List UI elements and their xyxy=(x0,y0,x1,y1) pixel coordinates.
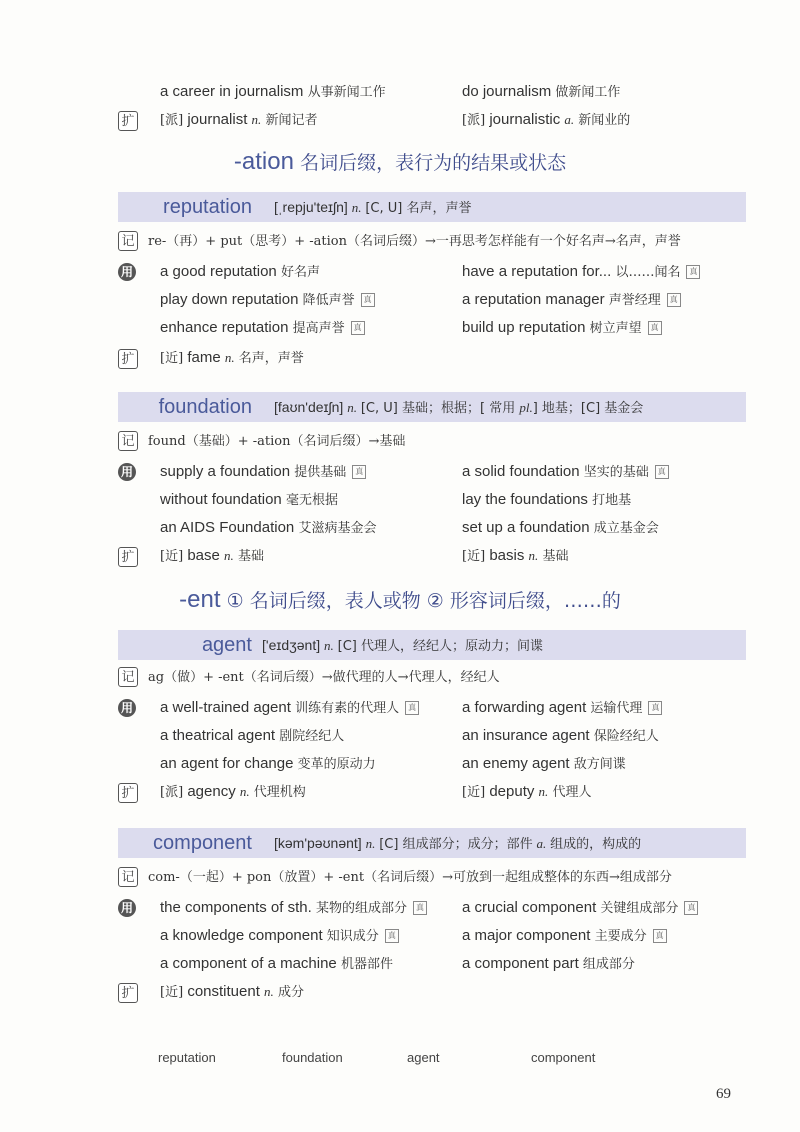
use-row: an AIDS Foundation 艾滋病基金会 set up a foundation 成立基金会 xyxy=(160,519,659,536)
memo-icon: 记 xyxy=(118,231,138,251)
memo-row: 记 found（基础）+ -ation（名词后缀）→基础 xyxy=(118,428,758,452)
definition: [ˌrepju'teɪʃn] n. [C, U] 名声，声誉 xyxy=(274,199,472,216)
use-row: 用 supply a foundation 提供基础 真 a solid foundation 坚实的基础 真 xyxy=(118,460,758,484)
extension-icon: 扩 xyxy=(118,111,138,131)
memo-icon: 记 xyxy=(118,867,138,887)
use-row: without foundation 毫无根据 lay the foundations 打地基 xyxy=(160,491,632,508)
use-right: do journalism 做新闻工作 xyxy=(462,83,621,100)
exam-badge-icon: 真 xyxy=(405,701,419,715)
memo-row: 记 com-（一起）+ pon（放置）+ -ent（名词后缀）→可放到一起组成整体的东西→组成部分 xyxy=(118,864,758,888)
use-row: a component of a machine 机器部件 a component part 组成部分 xyxy=(160,955,635,972)
extension-row: 扩 [派] journalist n. 新闻记者 [派] journalistic a. 新闻业的 xyxy=(118,108,758,132)
definition: [kəm'pəʊnənt] n. [C] 组成部分；成分；部件 a. 组成的，构成的 xyxy=(274,835,642,852)
exam-badge-icon: 真 xyxy=(351,321,365,335)
headword: component xyxy=(153,832,252,854)
use-row: a knowledge component 知识成分 真 a major component 主要成分 真 xyxy=(118,924,758,948)
headword: agent xyxy=(201,634,252,656)
definition: ['eɪdʒənt] n. [C] 代理人，经纪人；原动力；间谍 xyxy=(262,637,543,654)
word-header-foundation xyxy=(118,392,746,422)
extension-icon: 扩 xyxy=(118,783,138,803)
memo-icon: 记 xyxy=(118,431,138,451)
section-title-ation: -ation 名词后缀，表行为的结果或状态 xyxy=(233,148,567,175)
use-row: 用 a well-trained agent 训练有素的代理人 真 a forwarding agent 运输代理 真 xyxy=(118,696,758,720)
use-row: enhance reputation 提高声誉 真 build up reputation 树立声望 真 xyxy=(118,316,758,340)
word-header-reputation xyxy=(118,192,746,222)
use-row: an agent for change 变革的原动力 an enemy agent 敌方间谍 xyxy=(160,755,626,772)
usage-icon: 用 xyxy=(118,899,136,917)
exam-badge-icon: 真 xyxy=(655,465,669,479)
use-row: a theatrical agent 剧院经纪人 an insurance agent 保险经纪人 xyxy=(160,727,659,744)
exam-badge-icon: 真 xyxy=(352,465,366,479)
exam-badge-icon: 真 xyxy=(686,265,700,279)
exam-badge-icon: 真 xyxy=(648,321,662,335)
word-header-component xyxy=(118,828,746,858)
use-row: play down reputation 降低声誉 真 a reputation manager 声誉经理 真 xyxy=(118,288,758,312)
use-row: 用 a good reputation 好名声 have a reputation for... 以……闻名 真 xyxy=(118,260,758,284)
footer-word: reputation xyxy=(158,1050,216,1065)
exam-badge-icon: 真 xyxy=(361,293,375,307)
page-number: 69 xyxy=(716,1086,731,1102)
headword: reputation xyxy=(163,196,252,218)
usage-icon: 用 xyxy=(118,263,136,281)
headword: foundation xyxy=(158,396,252,418)
extension-row: 扩 [派] agency n. 代理机构 [近] deputy n. 代理人 xyxy=(118,780,758,804)
exam-badge-icon: 真 xyxy=(385,929,399,943)
exam-badge-icon: 真 xyxy=(667,293,681,307)
extension-row: 扩 [近] base n. 基础 [近] basis n. 基础 xyxy=(118,544,758,568)
section-title-ent: -ent ① 名词后缀，表人或物 ② 形容词后缀，……的 xyxy=(179,586,621,613)
footer-word: foundation xyxy=(282,1050,343,1065)
exam-badge-icon: 真 xyxy=(653,929,667,943)
word-header-agent xyxy=(118,630,746,660)
memo-row: 记 ag（做）+ -ent（名词后缀）→做代理的人→代理人，经纪人 xyxy=(118,664,758,688)
exam-badge-icon: 真 xyxy=(648,701,662,715)
extension-row: 扩 [近] constituent n. 成分 xyxy=(118,980,758,1004)
exam-badge-icon: 真 xyxy=(413,901,427,915)
use-left: a career in journalism 从事新闻工作 xyxy=(160,83,386,100)
usage-icon: 用 xyxy=(118,463,136,481)
use-row xyxy=(118,80,758,104)
extension-icon: 扩 xyxy=(118,547,138,567)
usage-icon: 用 xyxy=(118,699,136,717)
definition: [faʊn'deɪʃn] n. [C, U] 基础；根据；[ 常用 pl.] 地基；[C] 基金会 xyxy=(274,399,644,416)
footer-word: agent xyxy=(407,1050,440,1065)
memo-row xyxy=(118,228,758,252)
memo-text: re-（再）+ put（思考）+ -ation（名词后缀）→一再思考怎样能有一个好名声→名声，声誉 xyxy=(148,234,681,249)
use-row: 用 the components of sth. 某物的组成部分 真 a crucial component 关键组成部分 真 xyxy=(118,896,758,920)
extension-icon: 扩 xyxy=(118,349,138,369)
extension-icon: 扩 xyxy=(118,983,138,1003)
extension-row: 扩 [近] fame n. 名声，声誉 xyxy=(118,346,758,370)
footer-word: component xyxy=(531,1050,596,1065)
exam-badge-icon: 真 xyxy=(684,901,698,915)
memo-icon: 记 xyxy=(118,667,138,687)
